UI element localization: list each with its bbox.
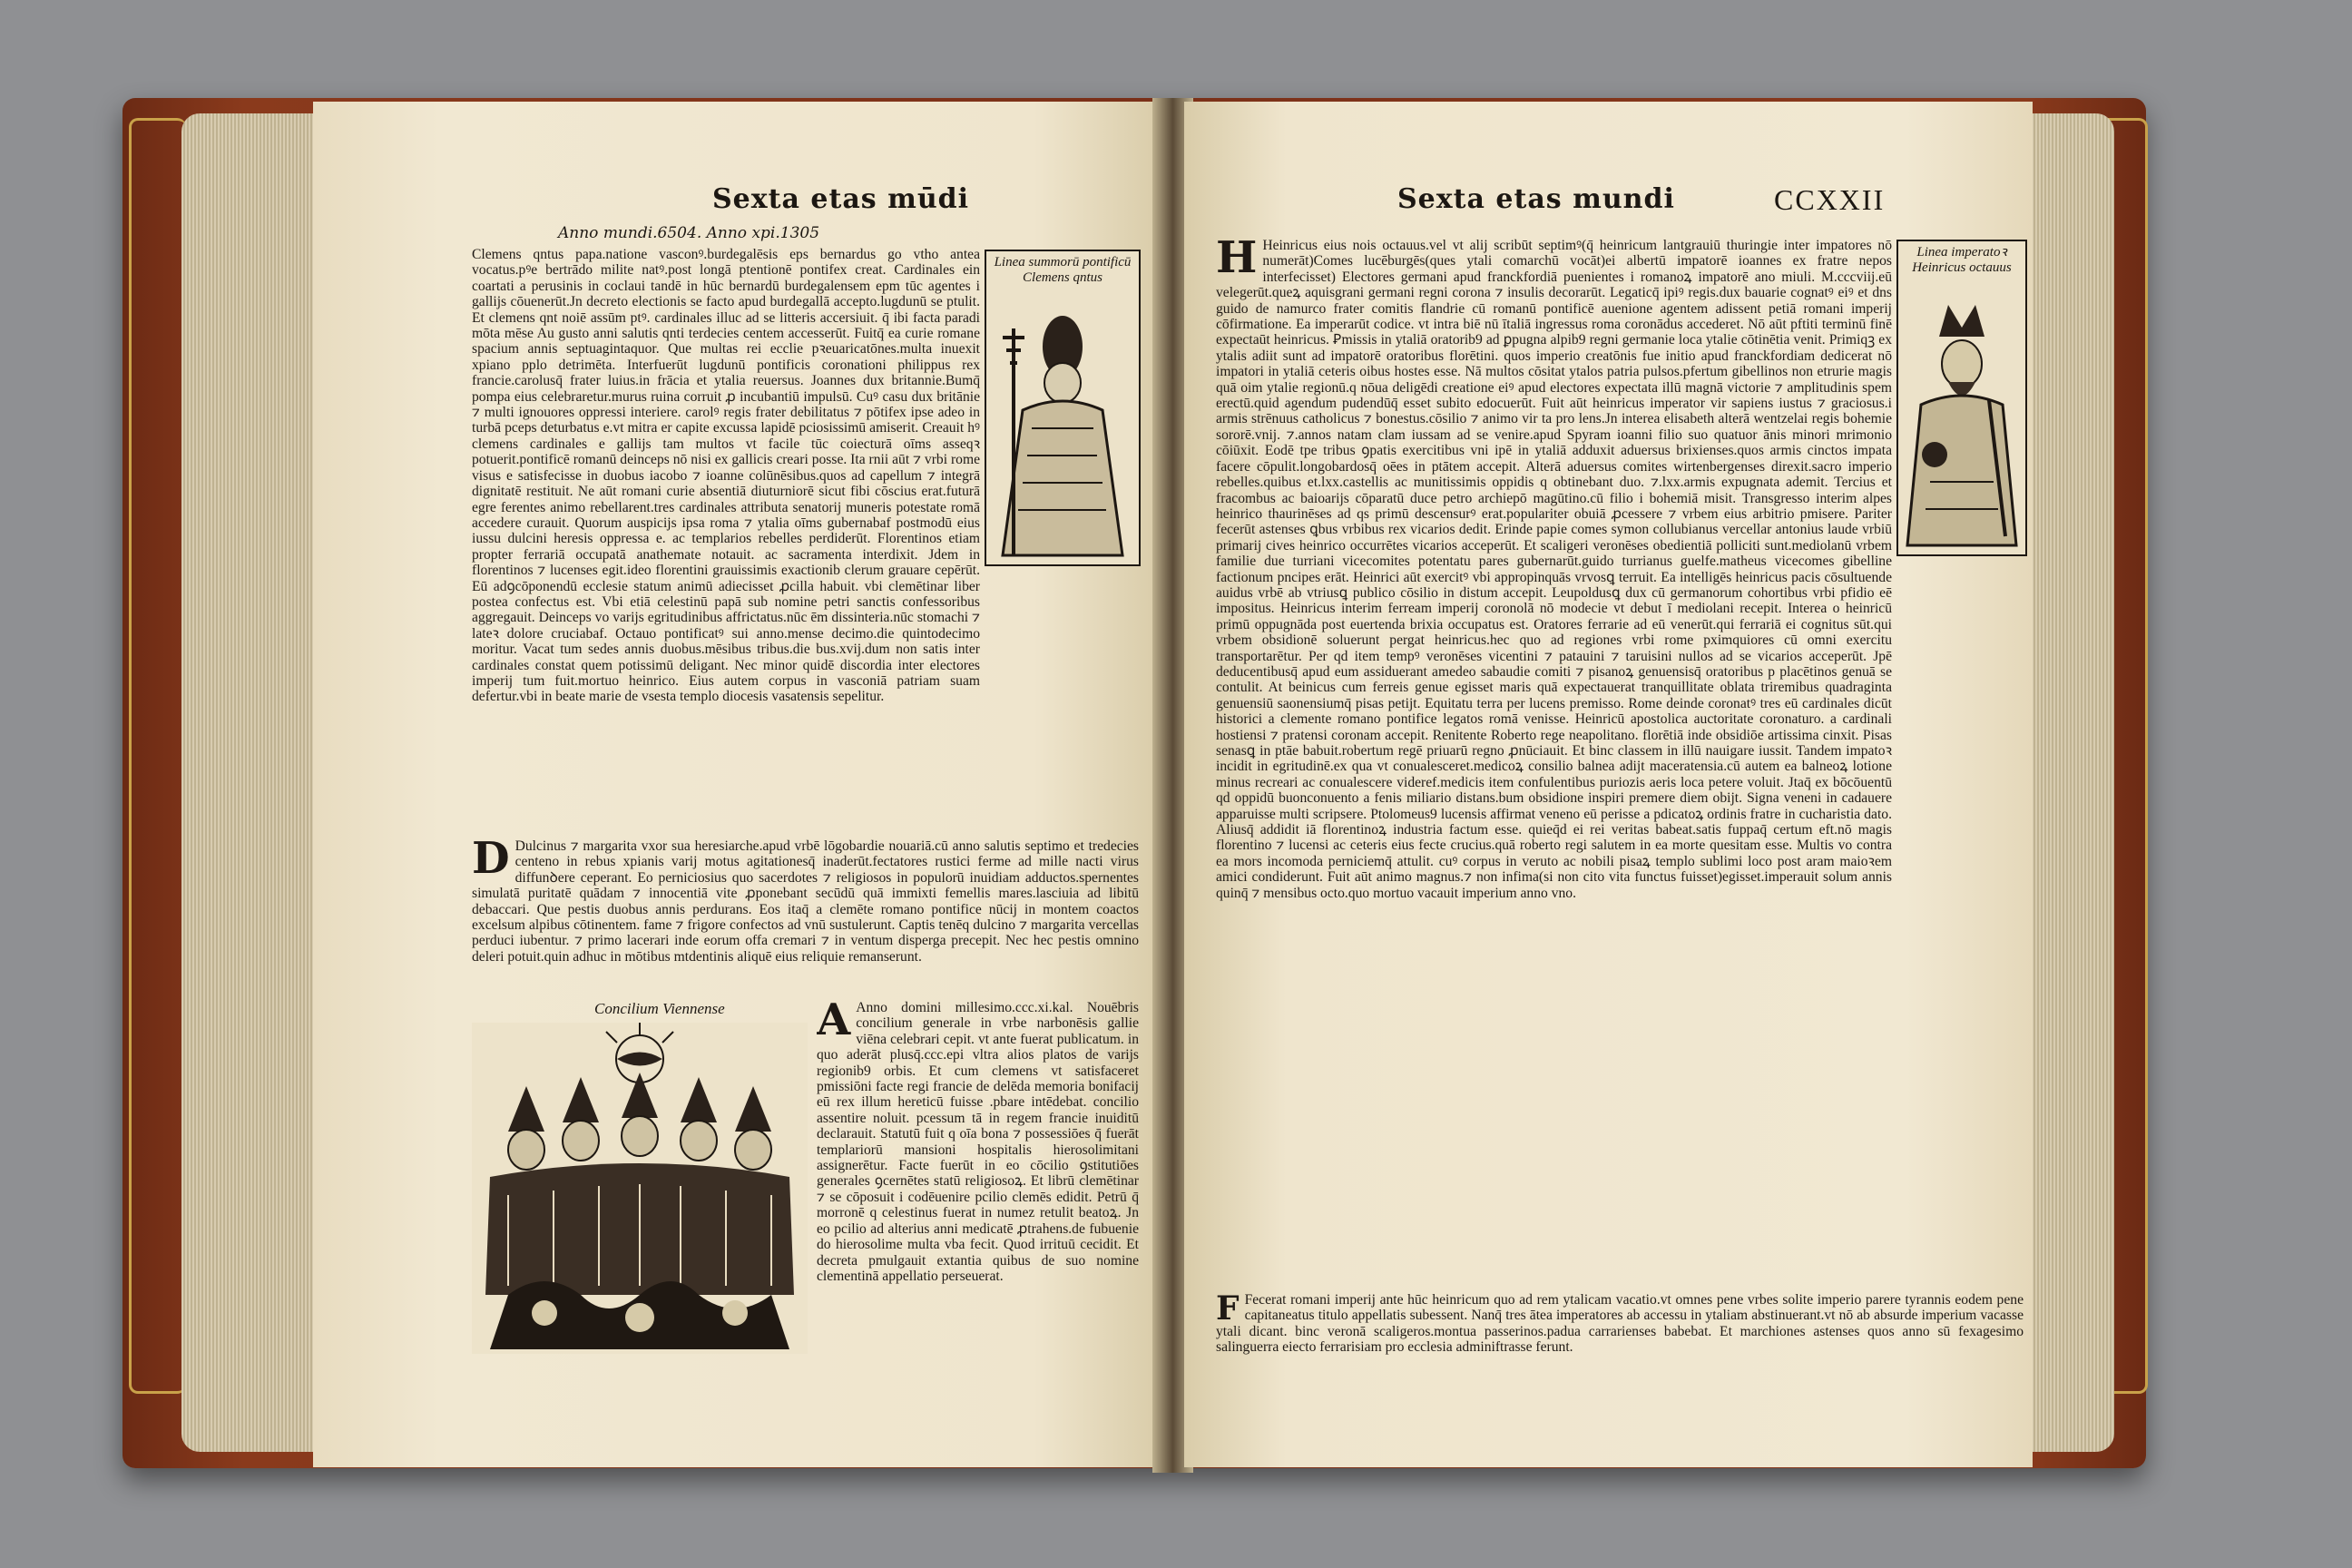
- pope-woodcut-caption: Linea summorū pontificū Clemens qntus: [994, 255, 1132, 285]
- left-running-head: Sexta etas mūdi: [712, 183, 970, 215]
- right-page: [1184, 102, 2033, 1467]
- page-edges-left: [181, 113, 318, 1452]
- imperial-vacancy-entry: F Fecerat romani imperij ante hūc heinricum quo ad rem ytalicam vacatio.vt omnes pene vrbes solite imperio parere tyrannis eodem pene capitaneatus titulo appellatis subessent. Nanq̄ tres ātea imperatores ab accessu in ytaliam abstinuerant.vt nō ab absurde imperium vacasse ytali dicant. binc veronā scaligeros.montua passerinos.padua carrarienses babebat. Et marchiones astenses quos anno sū fexagesimo salinguerra eiecto ferrarisiam pro ecclesia adminiftrasse ferunt.: [1216, 1292, 2024, 1356]
- dulcinus-text: Dulcinus ⁊ margarita vxor sua heresiarche.apud vrbē lōgobardie nouariā.cū anno salutis septimo et tredecies centeno in rebus xpianis varij motus agitationesq̄ inaderūt.fectatores rustici ferme ad mille nacti virus diffunꝺere ceperant. Eo perniciosius quo sacerdotes ⁊ religiosos in populorū inuidiam adductos.spernentes simulatā puritatē quādam ⁊ innocentiā vite ꝓponebant secūdū quā immixti femellis mares.lasciuia ad libitū debaccari. Que pestis duobus annis perdurans. Eos itaq̄ a clemēte romano pontifice nūcij in montem coactos excelsum alpibus cōtinentem. fame ⁊ frigore confectos ad vnū sustulerunt. Captis tenēq dulcino ⁊ margarita vercellas perduci iubentur. ⁊ primo lacerari inde eorum offa cremari ⁊ in ventum disperga precepit. Nec hec pestis omnino deleri potuit.quin adhuc in mōtibus mtdentinis aliquē eius reliquie remanserunt.: [472, 838, 1139, 965]
- clemens-text: Clemens qntus papa.natione vasconꝰ.burdegalēsis eps bernardus go vtho antea vocatus.pꝰe bertrādo milite natꝰ.post longā ptentionē pontifex creat. Cardinales ein coartati a perusinis in coclaui tandē in hūc bernardū burdegalensem epm tūc agentes i gallijs cōuenerūt.Jn decreto electionis se facto apud burdegallā accepto.lugdunū se ptulit. Et clemens qnt noiē assūm ptꝰ. cardinales illuc ad se litteris accersiuit. q̄ ibi facta paradi mōta mēse Au gusto anni salutis qnti terdecies centem accesserūt. Fuitq̄ ea curie romane spacium annis septuagintaquor. Que multas rei ecclie pꝛeuaricatōnes.multa inuexit xpiano pplo detrimēta. Interfuerūt lugdunū pontificis coronationi philippus rex francie.carolusq̄ frater luius.in frācia et ytalia reuersus. Joannes dux britannie.Bumq̄ pompa eius celebraretur.murus ruina corruit ꝓ incubantiū impulsū. Cuꝰ casu dux britānie ⁊ multi ignouores oppressi interiere. carolꝰ regis frater debilitatus ⁊ pōtifex ipse adeo in turbā pceps deturbatus e.vt mitra er capite excussa lapidē pciosissimū amiserit. Creauit hꝰ clemens cardinales e gallijs tam multos vt facile tūc coiecturā oīms asseqꝛ potuerit.pontificē romanū deinceps nō nisi ex gallicis creari posse. Ita rnii aūt ⁊ vrbi rome visus e satisfecisse in duobus iacobo ⁊ ioanne colūnēsibus.quos ad capellum ⁊ integrā dignitatē restituit. Ne aūt romani curie absentiā diuturniorē sicut fibi cōscius erat.futurā egre ferentes animo rebellarent.tres cardinales attributa senatorij muneris potestate romā accedere curauit. Quorum auspicijs ipsa roma ⁊ ytalia oīms gubernabaf postmodū eius iussu dulcini heresis oppressa e. ac templarios rebelles perdiderūt. Florentinos etiam propter ferrariā occupatā anathemate notauit. ac sacramenta interdixit. Jdem in florentinos ⁊ lucenses egit.ideo florentini grauissimis exactionib clerum grauare cepērūt. Eū adꝯcōponendū ecclesie statum animū adiecisset ꝓcilla habuit. vbi clemētinar liber postea confectus est. Vbi etiā celestinū papā sub nomine petri sanctis confessoribus aggregauit. Deinceps vo varijs egritudinibus affrictatus.nūc ēm dissinteria.nūc stomachi ⁊ lateꝛ dolore cruciabaf. Octauo pontificatꝰ sui anno.mense decimo.die quintodecimo moritur. Vacat tum sedes annis duobus.mēsibus tribus.die bus.xvij.dum non satis inter cardinales constat quem potissimū deligant. Nec minor quidē discordia inter electores imperij tum fuit.mortuo heinrico. Eius autem corpus in vasconiā patriam suam defertur.vbi in beate marie de vsesta templo diocesis vasatensis sepelitur.: [472, 247, 980, 705]
- council-text: Anno domini millesimo.ccc.xi.kal. Nouēbris concilium generale in vrbe narbonēsis gallie viēna celebrari cepit. vt ante fuerat publicatum. in quo aderāt plusq̄.ccc.epi vltra alios platos de varijs regionib9 orbis. Et cum clemens vt satisfaceret pmissiōni facte regi francie de delēda memoria bonifacij eū rex illum hereticū fuisse .pbare intēdebat. concilio assentire noluit. pcessum tā in regem francie inuiditū declarauit. Statutū fuit q oīa bona ⁊ possessiōes q̄ fuerāt templariorū mansioni hospitalis hierosolimitani assignerētur. Facte fuerūt in eo cōcilio ꝯstitutiōes generales ꝯcernētes statū religiosoꝝ. Et librū clemētinar ⁊ se cōposuit i codēuenire pcilio clemēs edidit. Petrū q̄ morronē q celestinus fuerat in numez retulit beatoꝝ. Jn eo pcilio ad alterius anni medicatē ꝓtrahens.de fubuenie do hierosolime multa vba fecit. Quod irrituū cecidit. Et decreta pmulgauit extantia quibus de suo nomine clementinā appellatio perseuerat.: [817, 1000, 1139, 1284]
- dulcinus-entry: D Dulcinus ⁊ margarita vxor sua heresiarche.apud vrbē lōgobardie nouariā.cū anno salutis septimo et tredecies centeno in rebus xpianis varij motus agitationesq̄ inaderūt.fectatores rustici ferme ad mille nacti virus diffunꝺere ceperant. Eo perniciosius quo sacerdotes ⁊ religiosos in populorū inuidiam adductos.spernentes simulatā puritatē quādam ⁊ innocentiā vite ꝓponebant secūdū quā immixti femellis mares.lasciuia ad libitū debaccari. Que pestis duobus annis perdurans. Eos itaq̄ a clemēte romano pontifice nūcij in montem coactos excelsum alpibus cōtinentem. fame ⁊ frigore confectos ad vnū sustulerunt. Captis tenēq dulcino ⁊ margarita vercellas perduci iubentur. ⁊ primo lacerari inde eorum offa cremari ⁊ in ventum disperga precepit. Nec hec pestis omnino deleri potuit.quin adhuc in mōtibus mtdentinis aliquē eius reliquie remanserunt.: [472, 838, 1139, 965]
- vacancy-text: Fecerat romani imperij ante hūc heinricum quo ad rem ytalicam vacatio.vt omnes pene vrbes solite imperio parere tyrannis eodem pene capitaneatus titulo appellatis subessent. Nanq̄ tres ātea imperatores ab accessu in ytaliam abstinuerant.vt nō ab absurde imperium vacasse ytali dicant. binc veronā scaligeros.montua passerinos.padua carrarienses babebat. Et marchiones astenses quos anno sū fexagesimo salinguerra eiecto ferrarisiam pro ecclesia adminiftrasse ferunt.: [1216, 1292, 2024, 1356]
- right-running-head: Sexta etas mundi: [1397, 183, 1675, 215]
- council-entry: A Anno domini millesimo.ccc.xi.kal. Nouēbris concilium generale in vrbe narbonēsis gallie viēna celebrari cepit. vt ante fuerat publicatum. in quo aderāt plusq̄.ccc.epi vltra alios platos de varijs regionib9 orbis. Et cum clemens vt satisfaceret pmissiōni facte regi francie de delēda memoria bonifacij eū rex illum hereticū fuisse .pbare intēdebat. concilio assentire noluit. pcessum tā in regem francie inuiditū declarauit. Statutū fuit q oīa bona ⁊ possessiōes q̄ fuerāt templariorū mansioni hospitalis hierosolimitani assignerētur. Facte fuerūt in eo cōcilio ꝯstitutiōes generales ꝯcernētes statū religiosoꝝ. Et librū clemētinar ⁊ se cōposuit i codēuenire pcilio clemēs edidit. Petrū q̄ morronē q celestinus fuerat in numez retulit beatoꝝ. Jn eo pcilio ad alterius anni medicatē ꝓtrahens.de fubuenie do hierosolime multa vba fecit. Quod irrituū cecidit. Et decreta pmulgauit extantia quibus de suo nomine clementinā appellatio perseuerat.: [817, 1000, 1139, 1284]
- pope-portrait-icon: [986, 292, 1139, 564]
- council-title: Concilium Viennense: [594, 1000, 725, 1017]
- gilt-border-left: [129, 118, 186, 1394]
- emperor-woodcut-caption: Linea imperatoꝛ Heinricus octauus: [1912, 245, 2012, 275]
- emperor-portrait-icon: [1898, 282, 2025, 554]
- heinricus-entry: H Heinricus eius nois octauus.vel vt alij scribūt septimꝰ(q̄ heinricum lantgrauiū thuringie inter impatores nō numerāt)Comes lucēburgēs(ques ytali comarchū vocāt)ei albertū impatorē ioannes ex fratre nepos interfecisset) Electores germani apud franckfordiā puenientes i romanoꝝ impatorē ano miuli. M.cccviij.eū velegerūt.queꝝ aquisgrani germani regni corona ⁊ insulis decorarūt. Legaticq̄ ipiꝰ regis.dux bauarie cognatꝰ eiꝰ et dns guido de namurco frater comitis flandrie cū romanū pontificē auenione agentem adissent petiā romani imperij cōfirmatione. Ea imperarūt codice. vt intra biē nū ītaliā ingressus roma coronādus accederet. Nō aūt pftiti terminū finē expectaūt heinricus. Ꝑmissis in ytaliā oratorib9 ad ꝑpugna alpib9 regni germanie loca ytalie cōtinētia venit. Primiqꝫ ex ytalis adiit sunt ad impatorē oratoribus florētini. quos imperio creatōnis fue initio apud franckfordiam dedicerat nō impatori in ytaliā ceteris oibus hostes esse. Nā multos cōsitat ytalos patria pulsos.pfertum gibellinos non etrurie magis quā oim ytalie regionū.q nōua deligēdi creatione eiꝰ apud electores expectata illū magnā victorie ⁊ amplitudinis spem erectū.quid agendum pudendūq̄ esset subito edocuerūt. Fuit aūt heinricus imperator vir sapiens iustus ⁊ graciosus.i armis strēnuus catholicus ⁊ bonestus.cōsilio ⁊ animo vir ta pro lens.Jn interea elisabeth alterā wentzelai regis bohemie sororē.vnij. ⁊.annos natam clam iussam ad se venire.apud Spyram ioanni filio suo quatuor ānis minori mrimonio cōiūxit. Eodē tpe tribus ꝯpatis exercitibus vni ipē in ytaliā adduxit aduersus brixienses.quos armis cinctos impata facere cōpulit.longobardosq̄ oēes in ptātem accepit. Alterā aduersus comites wirtenbergenses direxit.sacro imperio rebelles.quibus et.lxx.castellis ac munitissimis oppidis q obtinebant duo. ⁊.lxx.armis expugnata ademit. Tercius et fracombus ac baioarijs cōparatū duce petro archiepō magūtino.cū filio i bohemiā misit. Transgresso interim alpes heinrico thaurinēses ad qs primū descensurꝰ erat.populariter obuiā ꝓcessere ⁊ vrbem eius arbitrio pmisere. Pariter fecerūt astenses ꝗbus vrbibus rex vicarios dedit. Erinde papie comes symon collubianus vercellar antonius laude vrbiū primarij cives heinrico occurrētes vicarios acceperūt. Et scaligeri veronēses obedientiā polliciti sunt.mediolanū vrbem familie due turriani vicecomites potentatu pares gubernarūt.guido turrianus guelfe.matheus vicecomes gibelline factionum pncipes erāt. Heinrici aūt exercitꝰ vbi appropinquās vrvosꝗ terruit. Ea intelligēs heinricus pacis cōsultuende auidus vrbē ab vtriusꝗ publico cōsilio in distum accepit. Leupoldusꝗ dux cū germanorum cohortibus vrbi pfidio eē impositus. Heinricus interim ferream imperij coronolā nō modecie vt debut ī mediolani recepit. Interea o heinricū primū oppugnāda post euertenda brixia occupatus est. Oratores ferrarie ad eū venerūt.qui ferrariā ei cognitus sūt.qui vrbem obsidionē soluerunt pergat heinricus.hec quo ad regiones vrbi rome pximquiores cū omni exercitu transportarētur. Per qd item tempꝰ veronēses vicentini ⁊ patauini ⁊ taruisini nullos ad se vicarios acceperūt. Jpē deducentibusq̄ apud eum assiduerant amedeo sabaudie comiti ⁊ pisanoꝝ genuensisq̄ oratoribus p placētinos genuā se contulit. At beinicus cum ferreis genue egisset maris quā expectauerat tranquillitate oblata triremibus quadraginta genuensiū saonensiumq̄ pisas petijt. Equitatu terra per lucens premisso. Rome deinde coronatꝰ tres eū cardinales dicūt historici a clemente romano pontifice legatos romā venisse. Heinricū apostolica auctoritate coronaturo. a cardinali hostiensi ⁊ pratensi coronam accepit. Renitente Roberto rege neapolitano. florētiā inde obsidiōe artissima cinxit. Pisas senasꝗ in ptāe babuit.robertum regē priuarū regno ꝓnūciauit. Et binc classem in illū nauigare iussit. Tandem impatoꝛ incidit in egritudinē.ex qua vt conualesceret.medicoꝝ consilio balnea adijt maceratensia.cū autem ea balneoꝝ lotione minus recreari ac conualescere videref.medicis item confulentibus puriozis aeris loca petere voluit. Jtaq̄ ex bōcōuentū qd oppidū buonconuento a fenis miliario distans.bum obsidione inspiri premere diem obijt. Signa veneni in cadauere apparuisse multi scripsere. Ptolomeus9 lucensis affirmat veneno eū perisse a pdicatoꝝ ordinis fratre in cucharistia dato. Aliusq̄ addidit iā florentinoꝝ industria factum esse. quieq̄d ei rei veritas babeat.satis fuppaq̄ certum eft.nō magis florentino ⁊ lucensi ac ceteris eius fecte crucius.quā roberto regi salutem in ea morte quesitam esse. Multis vo contra ea mors incomoda perniciemq̄ attulit. cuꝰ corpus in veruto ac nobili pisaꝝ templo sublimi loco post aram maioꝛem amici condiderunt. Fuit aūt animo magnus.⁊ non infima(si non cito vita functus fuisset)egisset.imperauit solum annis quinq̄ ⁊ mensibus octo.quo mortuo vacauit imperium anno vno.: [1216, 238, 1892, 901]
- year-line: Anno mundi.6504. Anno xpi.1305: [558, 224, 820, 242]
- pope-woodcut: [985, 250, 1141, 566]
- page-edges-right: [2028, 113, 2114, 1452]
- heinricus-text: Heinricus eius nois octauus.vel vt alij scribūt septimꝰ(q̄ heinricum lantgrauiū thuringie inter impatores nō numerāt)Comes lucēburgēs(ques ytali comarchū vocāt)ei albertū impatorē ioannes ex fratre nepos interfecisset) Electores germani apud franckfordiā puenientes i romanoꝝ impatorē ano miuli. M.cccviij.eū velegerūt.queꝝ aquisgrani germani regni corona ⁊ insulis decorarūt. Legaticq̄ ipiꝰ regis.dux bauarie cognatꝰ eiꝰ et dns guido de namurco frater comitis flandrie cū romanū pontificē auenione agentem adissent petiā romani imperij cōfirmatione. Ea imperarūt codice. vt intra biē nū ītaliā ingressus roma coronādus accederet. Nō aūt pftiti terminū finē expectaūt heinricus. Ꝑmissis in ytaliā oratorib9 ad ꝑpugna alpib9 regni germanie loca ytalie cōtinētia venit. Primiqꝫ ex ytalis adiit sunt ad impatorē oratoribus florētini. quos imperio creatōnis fue initio apud franckfordiam dedicerat nō impatori in ytaliā ceteris oibus hostes esse. Nā multos cōsitat ytalos patria pulsos.pfertum gibellinos non etrurie magis quā oim ytalie regionū.q nōua deligēdi creatione eiꝰ apud electores expectata illū magnā victorie ⁊ amplitudinis spem erectū.quid agendum pudendūq̄ esset subito edocuerūt. Fuit aūt heinricus imperator vir sapiens iustus ⁊ graciosus.i armis strēnuus catholicus ⁊ bonestus.cōsilio ⁊ animo vir ta pro lens.Jn interea elisabeth alterā wentzelai regis bohemie sororē.vnij. ⁊.annos natam clam iussam ad se venire.apud Spyram ioanni filio suo quatuor ānis minori mrimonio cōiūxit. Eodē tpe tribus ꝯpatis exercitibus vni ipē in ytaliā adduxit aduersus brixienses.quos armis cinctos impata facere cōpulit.longobardosq̄ oēes in ptātem accepit. Alterā aduersus comites wirtenbergenses direxit.sacro imperio rebelles.quibus et.lxx.castellis ac munitissimis oppidis q obtinebant duo. ⁊.lxx.armis expugnata ademit. Tercius et fracombus ac baioarijs cōparatū duce petro archiepō magūtino.cū filio i bohemiā misit. Transgresso interim alpes heinrico thaurinēses ad qs primū descensurꝰ erat.populariter obuiā ꝓcessere ⁊ vrbem eius arbitrio pmisere. Pariter fecerūt astenses ꝗbus vrbibus rex vicarios dedit. Erinde papie comes symon collubianus vercellar antonius laude vrbiū primarij cives heinrico occurrētes vicarios acceperūt. Et scaligeri veronēses obedientiā polliciti sunt.mediolanū vrbem familie due turriani vicecomites potentatu pares gubernarūt.guido turrianus guelfe.matheus vicecomes gibelline factionum pncipes erāt. Heinrici aūt exercitꝰ vbi appropinquās vrvosꝗ terruit. Ea intelligēs heinricus pacis cōsultuende auidus vrbē ab vtriusꝗ publico cōsilio in distum accepit. Leupoldusꝗ dux cū germanorum cohortibus vrbi pfidio eē impositus. Heinricus interim ferream imperij coronolā nō modecie vt debut ī mediolani recepit. Interea o heinricū primū oppugnāda post euertenda brixia occupatus est. Oratores ferrarie ad eū venerūt.qui ferrariā ei cognitus sūt.qui vrbem obsidionē soluerunt pergat heinricus.hec quo ad regiones vrbi rome pximquiores cū omni exercitu transportarētur. Per qd item tempꝰ veronēses vicentini ⁊ patauini ⁊ taruisini nullos ad se vicarios acceperūt. Jpē deducentibusq̄ apud eum assiduerant amedeo sabaudie comiti ⁊ pisanoꝝ genuensisq̄ oratoribus p placētinos genuā se contulit. At beinicus cum ferreis genue egisset maris quā expectauerat tranquillitate oblata triremibus quadraginta genuensiū saonensiumq̄ pisas petijt. Equitatu terra per lucens premisso. Rome deinde coronatꝰ tres eū cardinales dicūt historici a clemente romano pontifice legatos romā venisse. Heinricū apostolica auctoritate coronaturo. a cardinali hostiensi ⁊ pratensi coronam accepit. Renitente Roberto rege neapolitano. florētiā inde obsidiōe artissima cinxit. Pisas senasꝗ in ptāe babuit.robertum regē priuarū regno ꝓnūciauit. Et binc classem in illū nauigare iussit. Tandem impatoꝛ incidit in egritudinē.ex qua vt conualesceret.medicoꝝ consilio balnea adijt maceratensia.cū autem ea balneoꝝ lotione minus recreari ac conualescere videref.medicis item confulentibus puriozis aeris loca petere voluit. Jtaq̄ ex bōcōuentū qd oppidū buonconuento a fenis miliario distans.bum obsidione inspiri premere diem obijt. Signa veneni in cadauere apparuisse multi scripsere. Ptolomeus9 lucensis affirmat veneno eū perisse a pdicatoꝝ ordinis fratre in cucharistia dato. Aliusq̄ addidit iā florentinoꝝ industria factum esse. quieq̄d ei rei veritas babeat.satis fuppaq̄ certum eft.nō magis florentino ⁊ lucensi ac ceteris eius fecte crucius.quā roberto regi salutem in ea morte quesitam esse. Multis vo contra ea mors incomoda perniciemq̄ attulit. cuꝰ corpus in veruto ac nobili pisaꝝ templo sublimi loco post aram maioꝛem amici condiderunt. Fuit aūt animo magnus.⁊ non infima(si non cito vita functus fuisset)egisset.imperauit solum annis quinq̄ ⁊ mensibus octo.quo mortuo vacauit imperium anno vno.: [1216, 238, 1892, 901]
- left-page: [313, 102, 1161, 1467]
- folio-number: CCXXII: [1774, 183, 1886, 216]
- clemens-entry: [472, 247, 980, 837]
- emperor-woodcut: [1896, 240, 2027, 556]
- council-woodcut-icon: [472, 1023, 808, 1354]
